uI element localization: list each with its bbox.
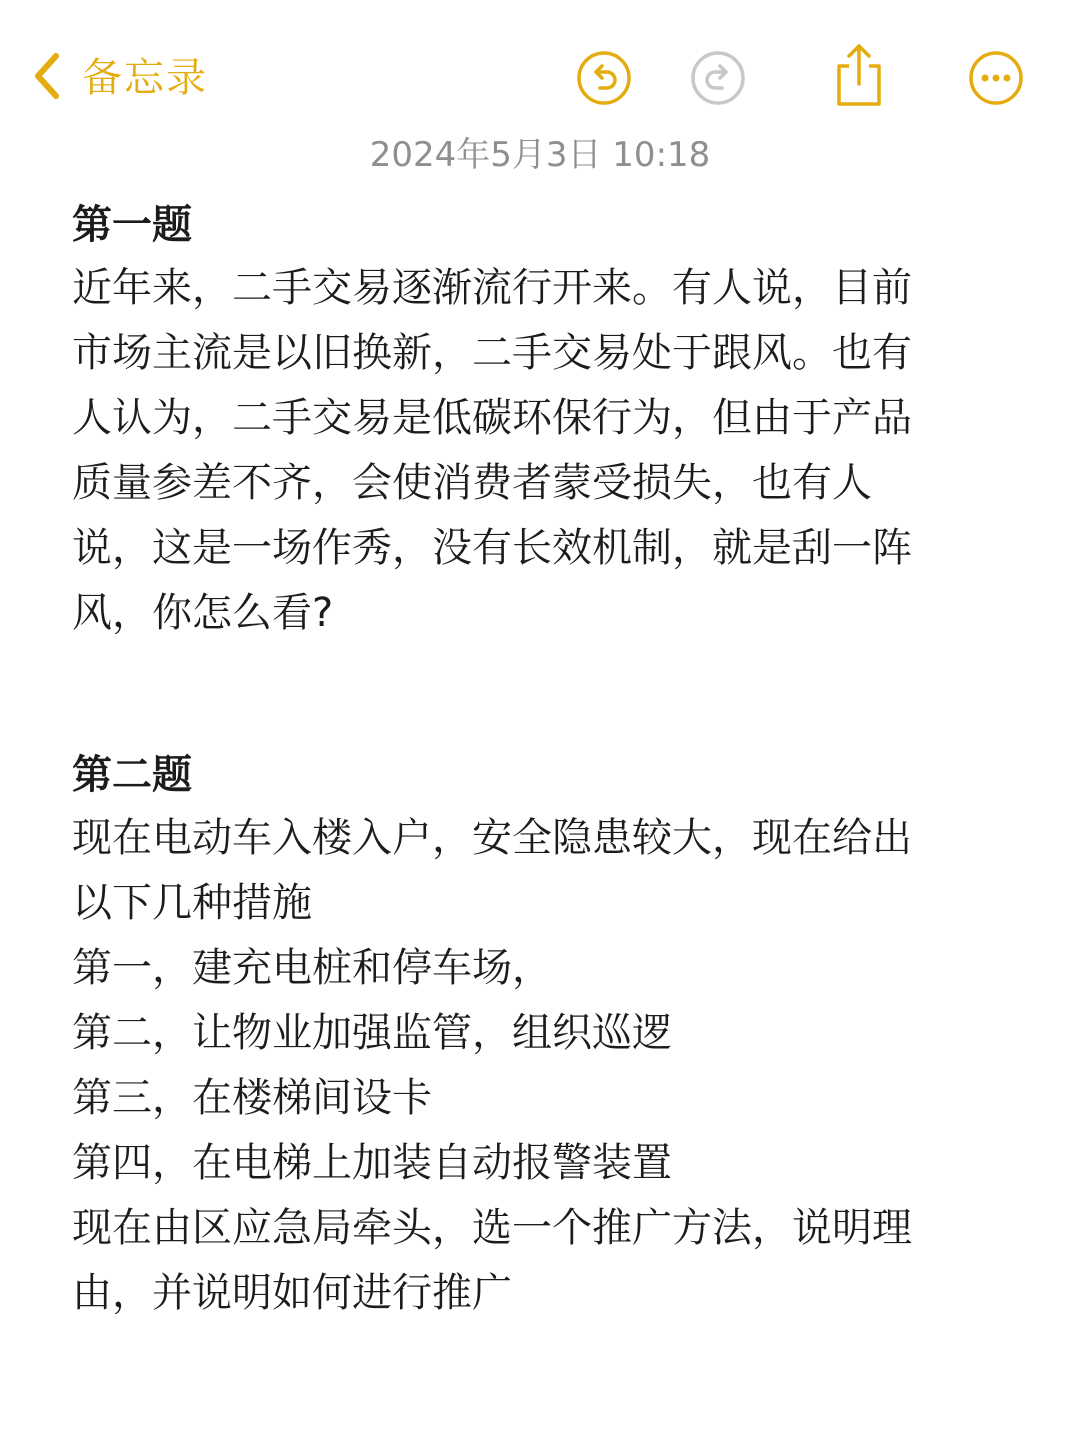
note-line: 第一，建充电桩和停车场， <box>72 945 552 991</box>
back-button[interactable] <box>30 48 208 108</box>
note-line: 人认为，二手交易是低碳环保行为，但由于产品 <box>72 395 912 441</box>
note-body[interactable] <box>72 194 992 1326</box>
toolbar <box>0 0 1080 140</box>
note-line: 市场主流是以旧换新，二手交易处于跟风。也有 <box>72 330 912 376</box>
note-line: 质量参差不齐，会使消费者蒙受损失，也有人 <box>72 460 872 506</box>
note-line: 以下几种措施 <box>72 880 312 926</box>
note-line: 说，这是一场作秀，没有长效机制，就是刮一阵 <box>72 525 912 571</box>
share-icon[interactable] <box>831 42 887 108</box>
note-line: 第二，让物业加强监管，组织巡逻 <box>72 1010 672 1056</box>
undo-icon[interactable] <box>576 50 632 106</box>
note-line: 风，你怎么看? <box>72 590 334 636</box>
note-line: 由，并说明如何进行推广 <box>72 1270 512 1316</box>
chevron-left-icon <box>30 50 64 106</box>
note-line: 现在由区应急局牵头，选一个推广方法，说明理 <box>72 1205 912 1251</box>
more-icon[interactable] <box>968 50 1024 106</box>
note-line: 第三，在楼梯间设卡 <box>72 1075 432 1121</box>
note-timestamp: 2024年5月3日 10:18 <box>369 135 711 175</box>
note-line: 第四，在电梯上加装自动报警装置 <box>72 1140 672 1186</box>
blank-line <box>72 646 992 744</box>
note-line: 近年来，二手交易逐渐流行开来。有人说，目前 <box>72 265 912 311</box>
section-title: 第二题 <box>72 752 192 798</box>
back-label: 备忘录 <box>82 55 208 101</box>
section-title: 第一题 <box>72 202 192 248</box>
redo-icon[interactable] <box>690 50 746 106</box>
note-line: 现在电动车入楼入户，安全隐患较大，现在给出 <box>72 815 912 861</box>
